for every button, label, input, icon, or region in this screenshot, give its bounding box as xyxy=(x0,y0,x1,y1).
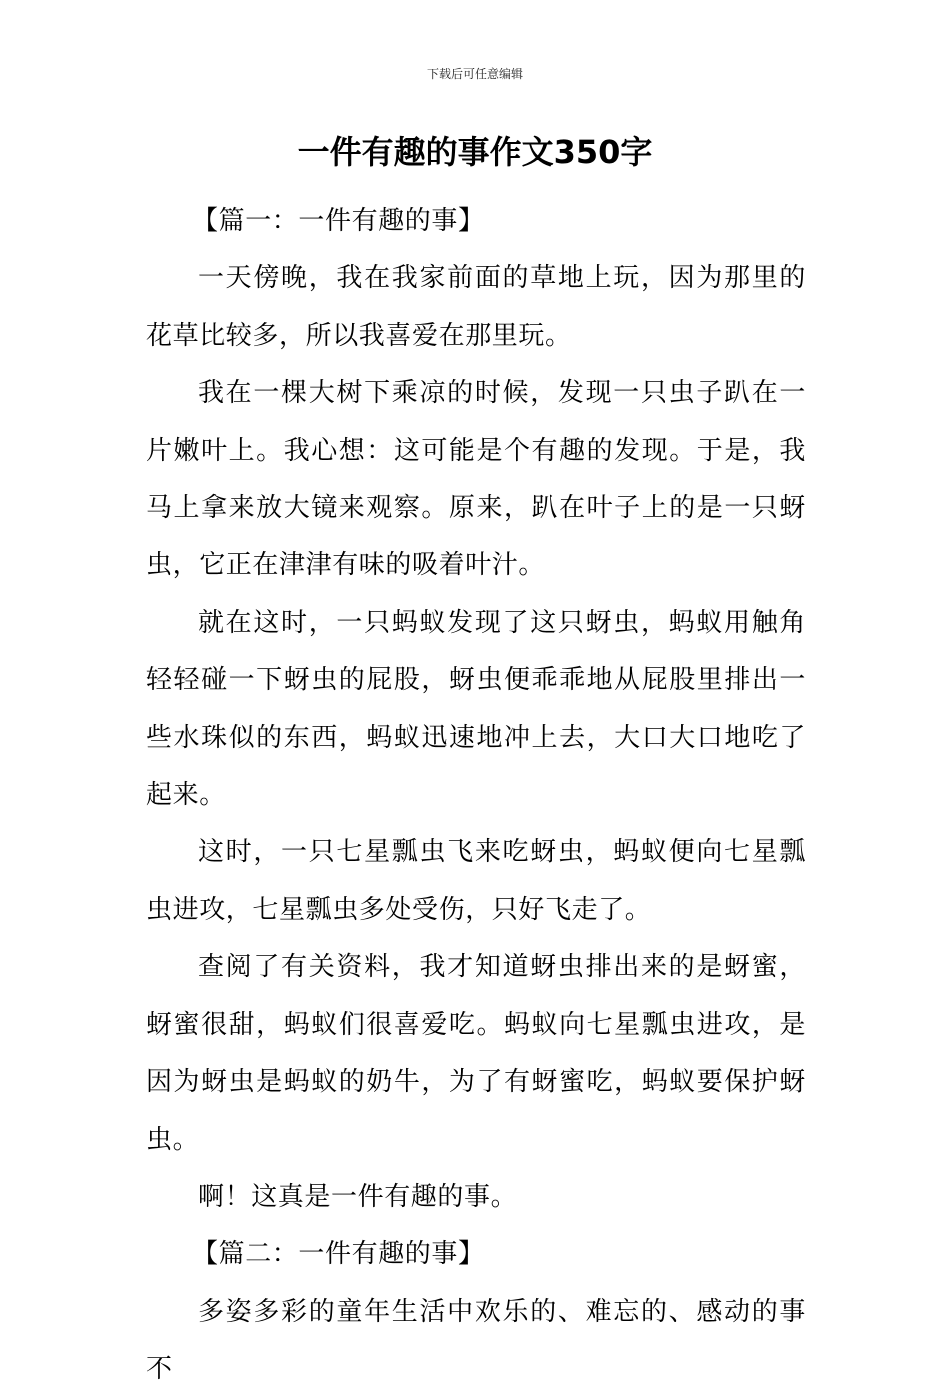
document-body xyxy=(146,193,806,1399)
paragraph: 一天傍晚，我在我家前面的草地上玩，因为那里的花草比较多，所以我喜爱在那里玩。 xyxy=(146,263,806,351)
paragraph: 啊！这真是一件有趣的事。 xyxy=(198,1181,518,1212)
paragraph: 查阅了有关资料，我才知道蚜虫排出来的是蚜蜜，蚜蜜很甜，蚂蚁们很喜爱吃。蚂蚁向七星瓢虫进攻，是因为蚜虫是蚂蚁的奶牛，为了有蚜蜜吃，蚂蚁要保护蚜虫。 xyxy=(146,952,806,1155)
header-note: 下载后可任意编辑 xyxy=(426,67,523,81)
paragraph: 多姿多彩的童年生活中欢乐的、难忘的、感动的事不 xyxy=(146,1296,806,1385)
section-heading-2: 【篇二：一件有趣的事】 xyxy=(192,1239,485,1270)
paragraph: 这时，一只七星瓢虫飞来吃蚜虫，蚂蚁便向七星瓢虫进攻，七星瓢虫多处受伤，只好飞走了。 xyxy=(146,837,806,925)
paragraph: 就在这时，一只蚂蚁发现了这只蚜虫，蚂蚁用触角轻轻碰一下蚜虫的屁股，蚜虫便乖乖地从屁股里排出一些水珠似的东西，蚂蚁迅速地冲上去，大口大口地吃了起来。 xyxy=(146,607,806,811)
document-title: 一件有趣的事作文350字 xyxy=(297,133,653,171)
paragraph: 我在一棵大树下乘凉的时候，发现一只虫子趴在一片嫩叶上。我心想：这可能是个有趣的发现。于是，我马上拿来放大镜来观察。原来，趴在叶子上的是一只蚜虫，它正在津津有味的吸着叶汁。 xyxy=(146,378,806,581)
section-heading-1: 【篇一：一件有趣的事】 xyxy=(192,206,485,236)
